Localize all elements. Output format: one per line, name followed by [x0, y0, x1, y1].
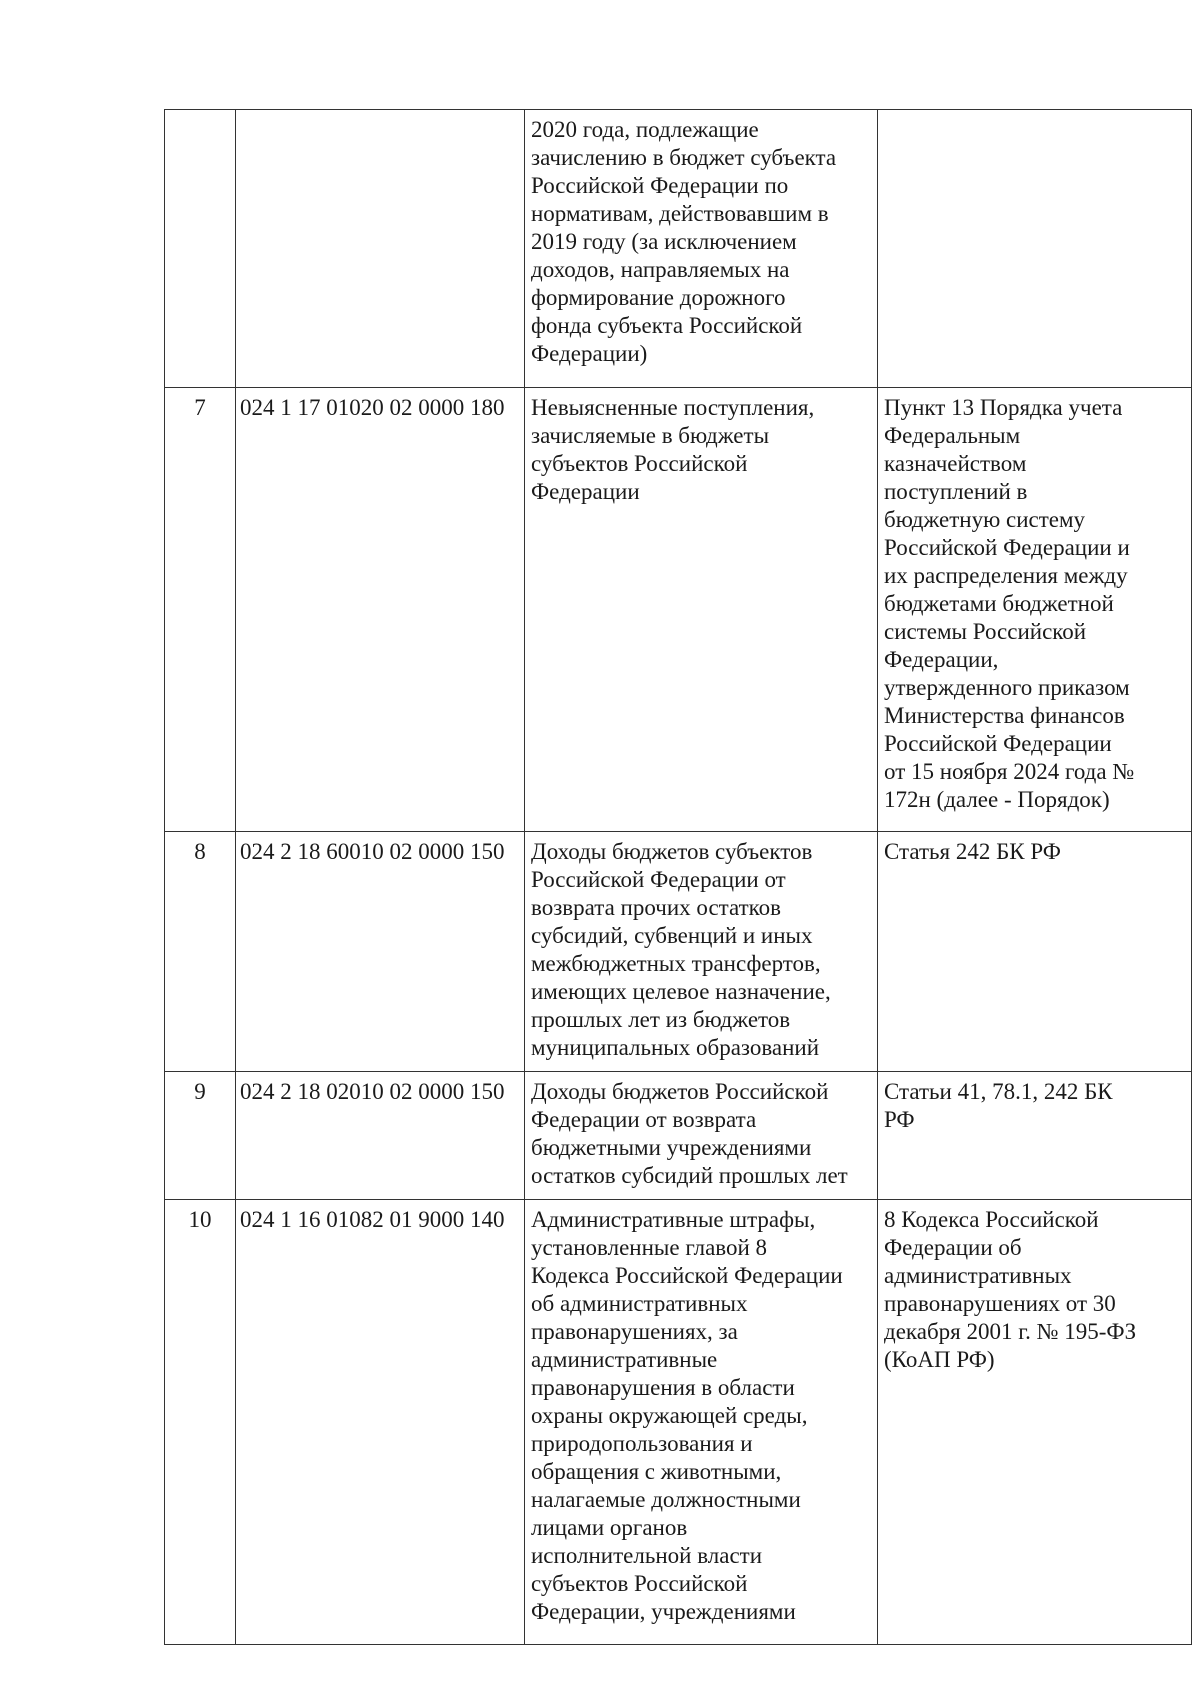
row-number: 10	[165, 1200, 236, 1645]
table-row	[165, 110, 1192, 388]
row-number: 8	[165, 832, 236, 1072]
legal-basis: Статьи 41, 78.1, 242 БК РФ	[878, 1072, 1192, 1200]
legal-basis: Пункт 13 Порядка учета Федеральным казначейством поступлений в бюджетную систему Российской Федерации и их распределения между бюджетами бюджетной системы Российской Федерации, утвержденного приказом Министерства финансов Российской Федерации от 15 ноября 2024 года № 172н (далее - Порядок)	[878, 388, 1192, 832]
table-row	[165, 1200, 1192, 1645]
revenue-name: Доходы бюджетов Российской Федерации от возврата бюджетными учреждениями остатков субсидий прошлых лет	[525, 1072, 878, 1200]
revenue-name: 2020 года, подлежащие зачислению в бюджет субъекта Российской Федерации по нормативам, действовавшим в 2019 году (за исключением доходов, направляемых на формирование дорожного фонда субъекта Российской Федерации)	[525, 110, 878, 388]
legal-basis	[878, 110, 1192, 388]
revenue-name: Невыясненные поступления, зачисляемые в бюджеты субъектов Российской Федерации	[525, 388, 878, 832]
row-number: 9	[165, 1072, 236, 1200]
row-number	[165, 110, 236, 388]
table-row	[165, 388, 1192, 832]
row-number: 7	[165, 388, 236, 832]
budget-code: 024 1 17 01020 02 0000 180	[236, 388, 525, 832]
budget-code	[236, 110, 525, 388]
budget-code: 024 2 18 02010 02 0000 150	[236, 1072, 525, 1200]
revenue-codes-table	[164, 109, 1192, 1645]
budget-code: 024 2 18 60010 02 0000 150	[236, 832, 525, 1072]
legal-basis: 8 Кодекса Российской Федерации об административных правонарушениях от 30 декабря 2001 г. № 195-ФЗ (КоАП РФ)	[878, 1200, 1192, 1645]
table-row	[165, 1072, 1192, 1200]
revenue-name: Доходы бюджетов субъектов Российской Федерации от возврата прочих остатков субсидий, субвенций и иных межбюджетных трансфертов, имеющих целевое назначение, прошлых лет из бюджетов муниципальных образований	[525, 832, 878, 1072]
table-row	[165, 832, 1192, 1072]
legal-basis: Статья 242 БК РФ	[878, 832, 1192, 1072]
budget-code: 024 1 16 01082 01 9000 140	[236, 1200, 525, 1645]
revenue-name: Административные штрафы, установленные главой 8 Кодекса Российской Федерации об административных правонарушениях, за административные правонарушения в области охраны окружающей среды, природопользования и обращения с животными, налагаемые должностными лицами органов исполнительной власти субъектов Российской Федерации, учреждениями	[525, 1200, 878, 1645]
